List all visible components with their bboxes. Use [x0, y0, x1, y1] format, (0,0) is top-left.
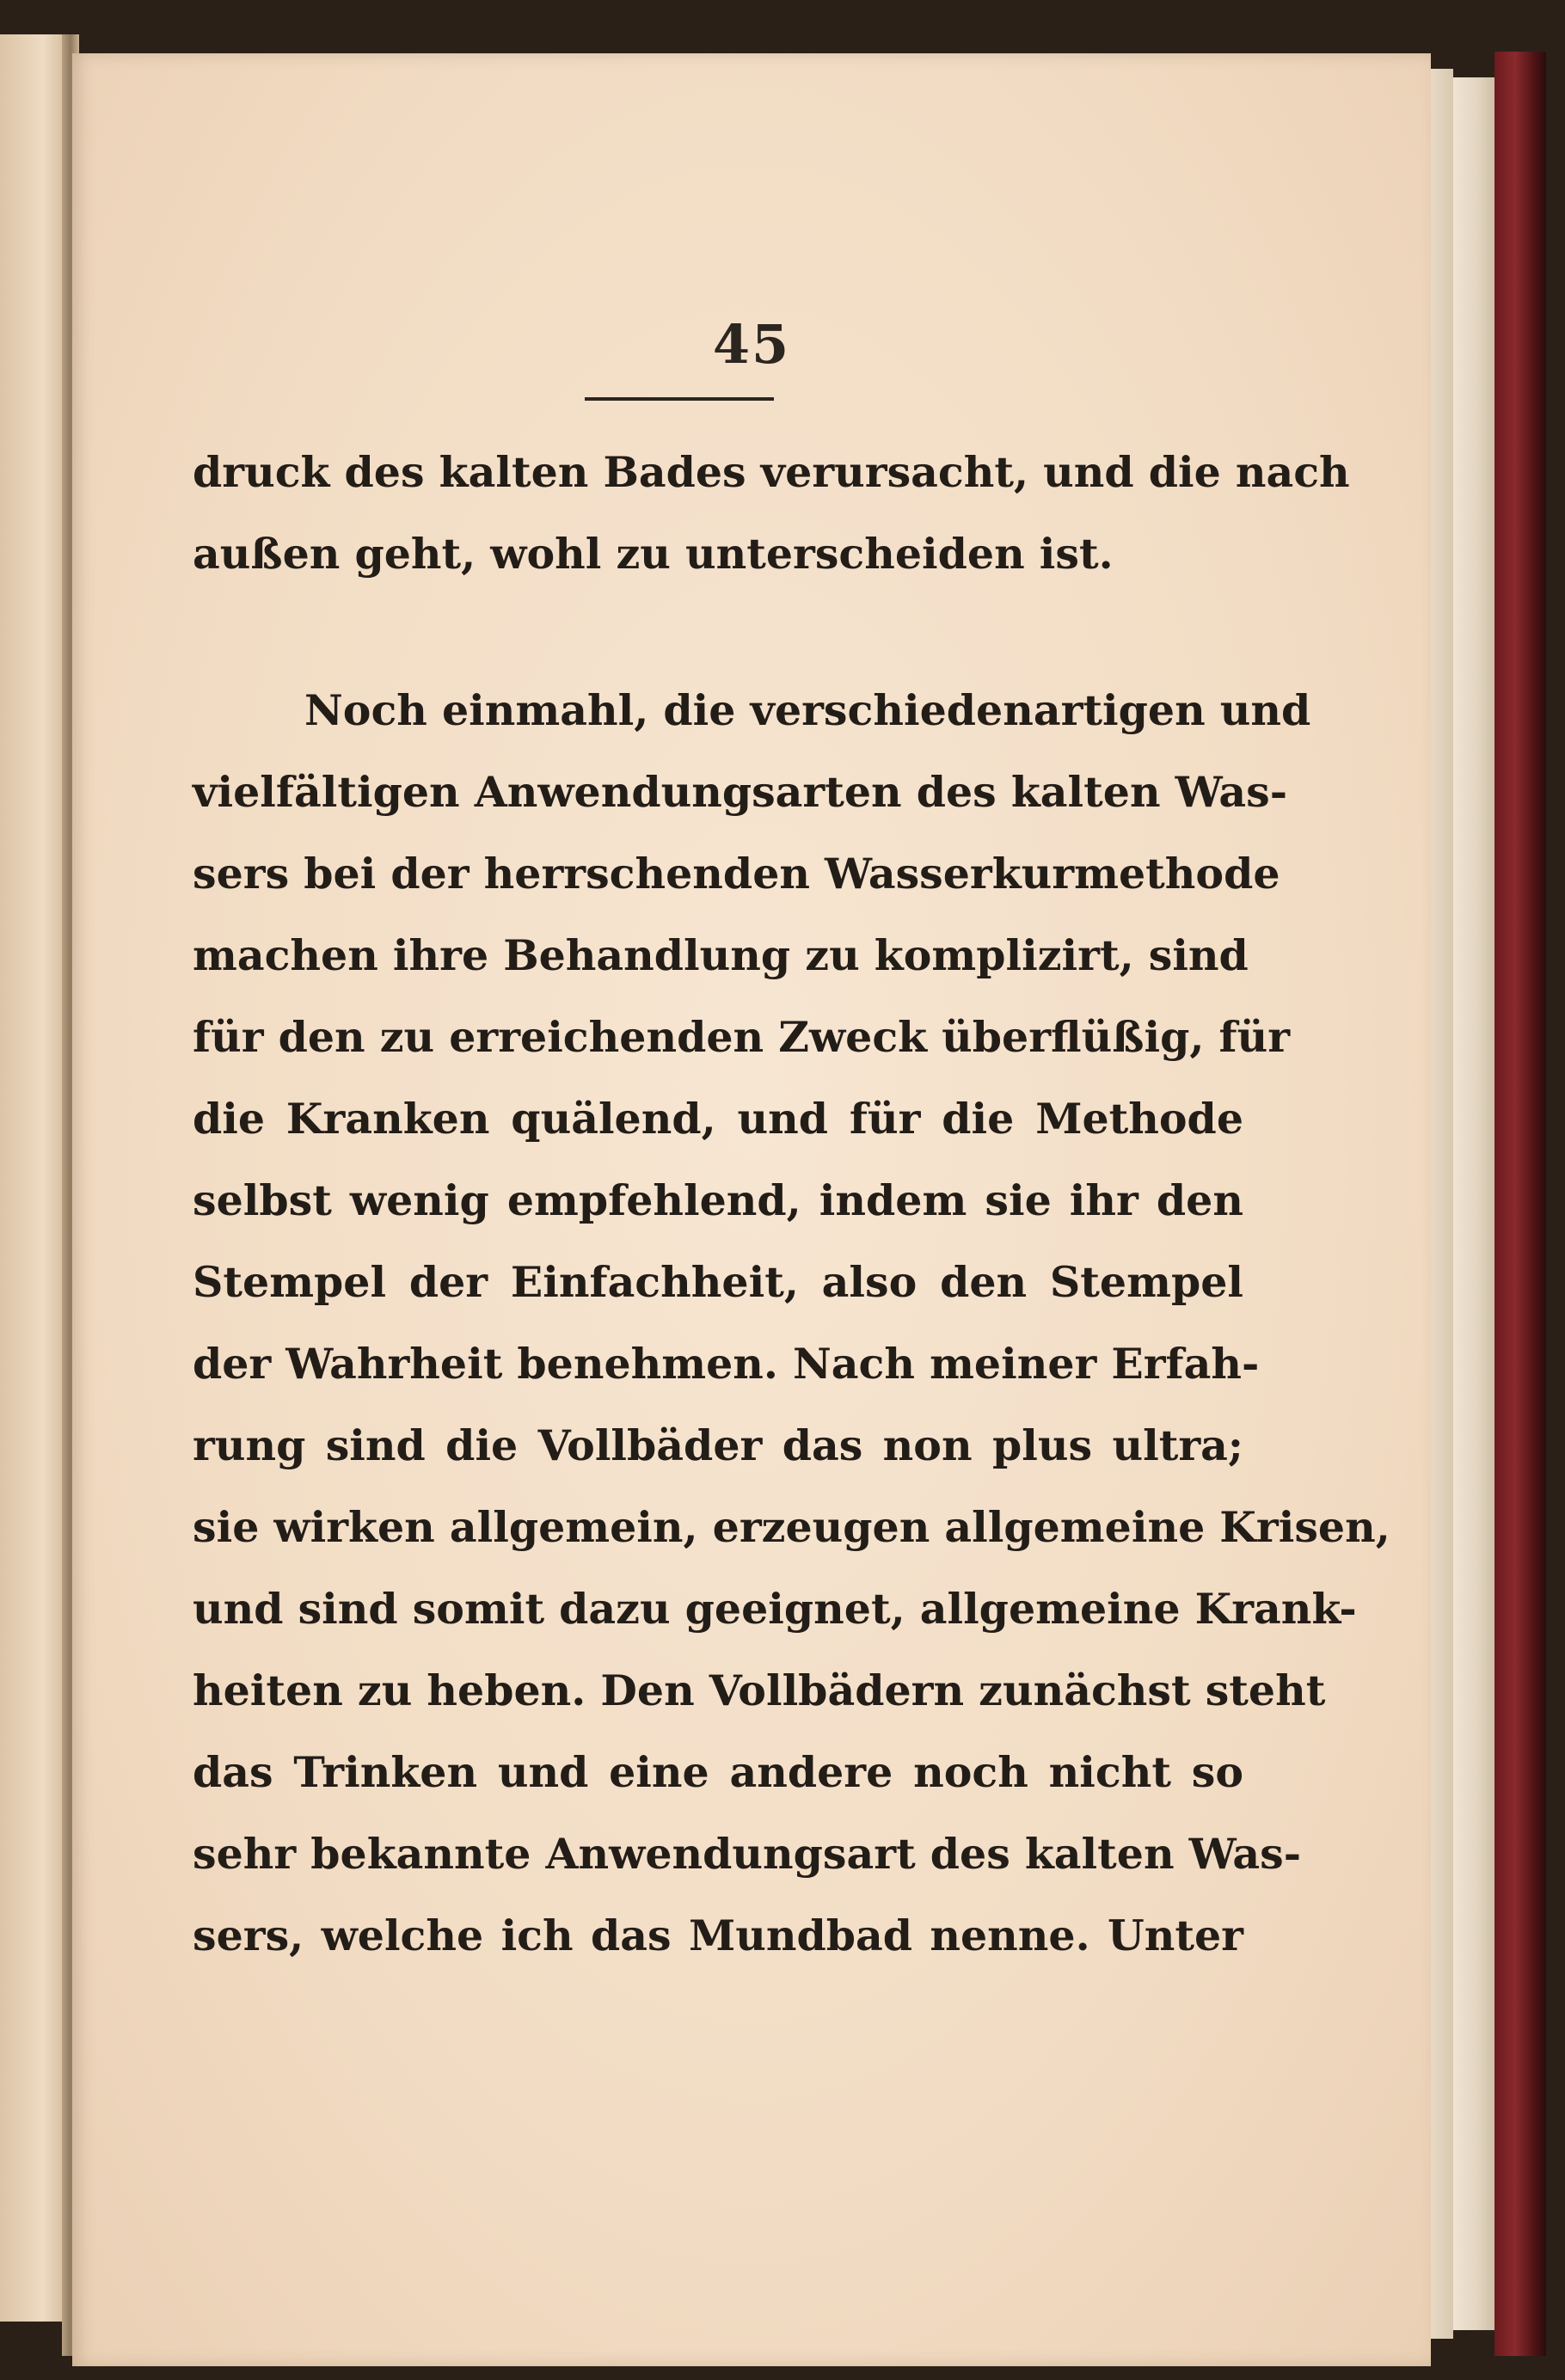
text-line: für den zu erreichenden Zweck überflüßig, für [193, 1012, 1291, 1062]
text-line: sers bei der herrschenden Wasserkurmethode [193, 849, 1280, 899]
text-line: und sind somit dazu geeignet, allgemeine Krank- [193, 1584, 1357, 1634]
text-line: der Wahrheit benehmen. Nach meiner Erfah- [193, 1339, 1260, 1389]
text-line: Stempel der Einfachheit, also den Stempel [193, 1257, 1243, 1307]
page-number: 45 [712, 313, 791, 376]
page-stack-edge-outer [1453, 77, 1494, 2330]
text-line: vielfältigen Anwendungsarten des kalten Was- [193, 767, 1288, 817]
text-line: selbst wenig empfehlend, indem sie ihr den [193, 1175, 1243, 1225]
page-stack-edge [1427, 69, 1453, 2339]
text-line: sers, welche ich das Mundbad nenne. Unter [193, 1911, 1243, 1960]
book-page [72, 53, 1431, 2366]
text-line: heiten zu heben. Den Vollbädern zunächst steht [193, 1665, 1326, 1715]
text-line: sie wirken allgemein, erzeugen allgemeine Krisen, [193, 1502, 1390, 1552]
text-line: machen ihre Behandlung zu komplizirt, sind [193, 930, 1249, 980]
paragraph-gap [193, 595, 1243, 670]
paragraph-1 [193, 432, 1350, 595]
text-line: druck des kalten Bades verursacht, und die nach [193, 447, 1350, 497]
paragraph-2 [193, 670, 1390, 1977]
book-cover-edge [1494, 52, 1546, 2356]
text-line: rung sind die Vollbäder das non plus ultra; [193, 1420, 1243, 1470]
text-line: sehr bekannte Anwendungsart des kalten Was- [193, 1829, 1302, 1879]
text-line: Noch einmahl, die verschiedenartigen und [304, 685, 1311, 735]
body-text [193, 432, 1390, 1977]
text-line: die Kranken quälend, und für die Methode [193, 1094, 1243, 1144]
text-line: außen geht, wohl zu unterscheiden ist. [193, 529, 1114, 579]
text-line: das Trinken und eine andere noch nicht so [193, 1747, 1243, 1797]
header-rule [585, 397, 774, 401]
